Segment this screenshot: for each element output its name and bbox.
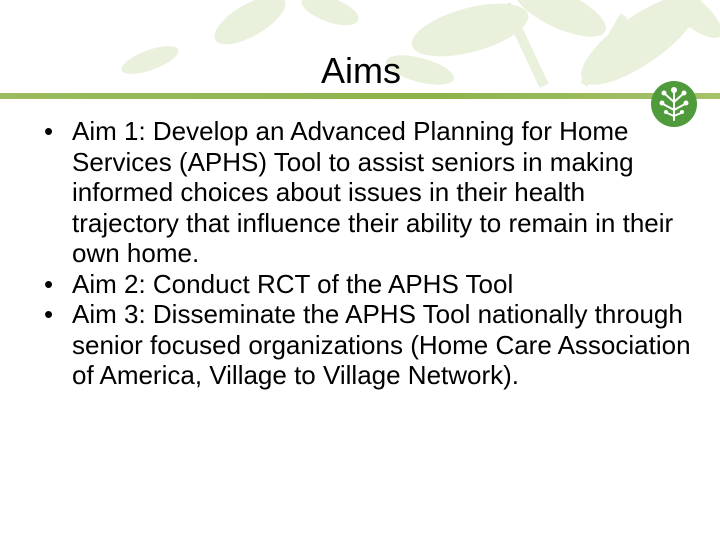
list-item [44, 299, 694, 391]
list-item [44, 269, 694, 300]
bullet-text: Aim 2: Conduct RCT of the APHS Tool [72, 268, 514, 299]
bullet-marker: • [44, 116, 54, 146]
slide-title: Aims [321, 50, 401, 91]
bullet-text: Aim 3: Disseminate the APHS Tool nationally through senior focused organizations (Home Care Association of America, Village to Village Network). [72, 299, 691, 390]
list-item [44, 116, 694, 269]
aims-bullet-list [44, 116, 694, 391]
bullet-marker: • [44, 299, 54, 329]
title-underline-rule [0, 93, 720, 99]
bullet-text: Aim 1: Develop an Advanced Planning for Home Services (APHS) Tool to assist seniors in making informed choices about issues in their health trajectory that influence their ability to remain in their own home. [72, 116, 674, 268]
bullet-marker: • [44, 268, 54, 299]
